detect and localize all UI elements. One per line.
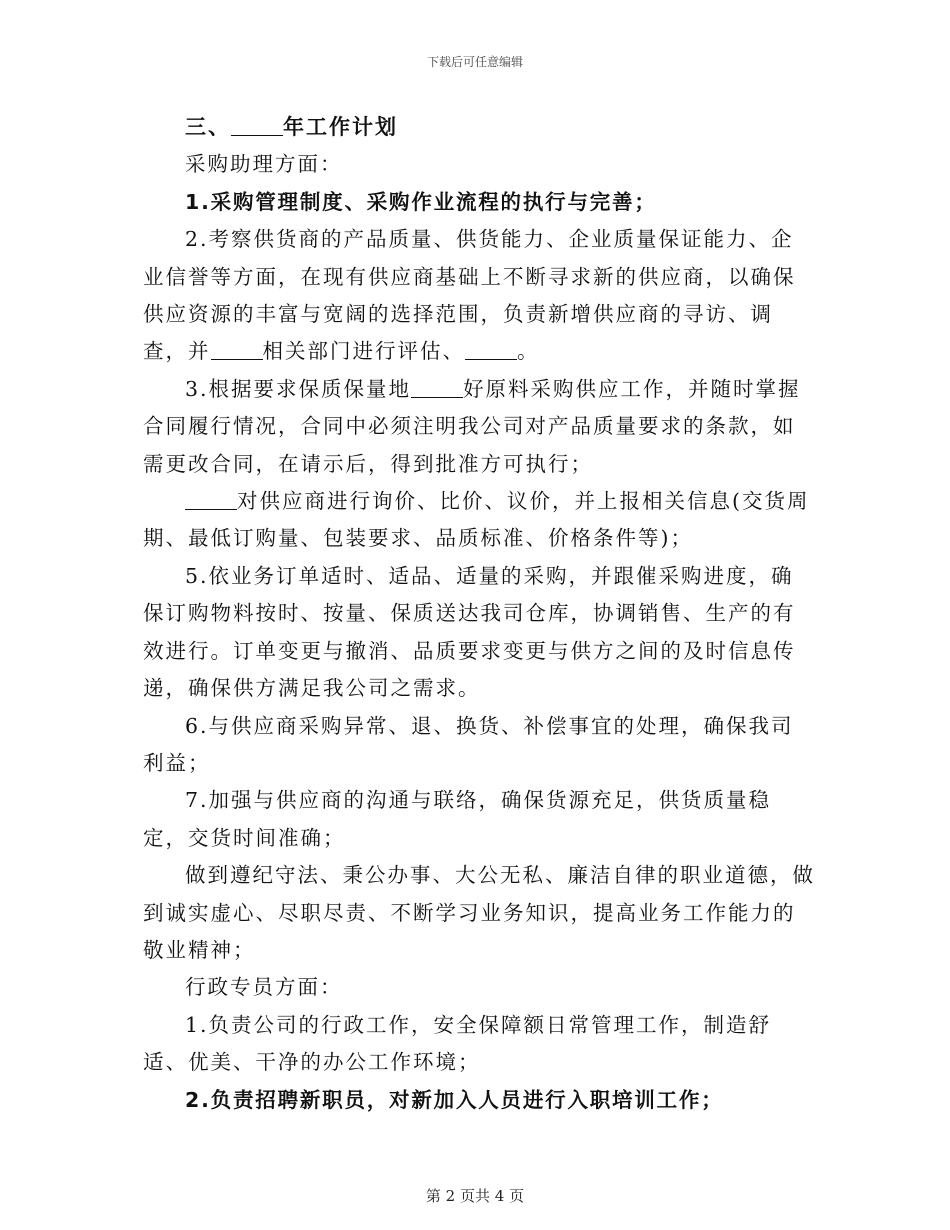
heading-prefix: 三、: [185, 115, 231, 139]
blank-underline: [465, 339, 517, 361]
admin-label: 行政专员方面：: [185, 975, 343, 1000]
item3-part-b: 好原料采购供应工作，并随时掌握合同履行情况，合同中必须注明我公司对产品质量要求的条款，如需更改合同，在请示后，得到批准方可执行；: [143, 376, 801, 476]
procurement-item-2: [143, 221, 815, 371]
procurement-label: 采购助理方面：: [185, 152, 343, 177]
blank-underline: [411, 376, 463, 398]
procurement-item-6: 6.与供应商采购异常、退、换货、补偿事宜的处理，确保我司利益；: [143, 713, 794, 775]
blank-underline: [211, 339, 263, 361]
item2-part-b: 相关部门进行评估、: [262, 339, 465, 364]
item2-part-c: 。: [517, 339, 540, 364]
blank-underline: [185, 489, 237, 511]
procurement-item-8: 做到遵纪守法、秉公办事、大公无私、廉洁自律的职业道德，做到诚实虚心、尽职尽责、不断学习业务知识，提高业务工作能力的敬业精神；: [143, 863, 815, 962]
page-header: 下载后可任意编辑: [426, 55, 523, 69]
procurement-item-3: [143, 371, 815, 483]
item3-part-a: 3.根据要求保质保量地: [185, 376, 412, 401]
admin-item-2: 2.负责招聘新职员，对新加入人员进行入职培训工作；: [185, 1087, 724, 1112]
procurement-item-7: 7.加强与供应商的沟通与联络，确保货源充足，供货质量稳定，交货时间准确；: [143, 788, 772, 850]
admin-item-1: 1.负责公司的行政工作，安全保障额日常管理工作，制造舒适、优美、干净的办公工作环境；: [143, 1012, 772, 1075]
document-body: [143, 109, 815, 1119]
heading-suffix: 年工作计划: [283, 115, 398, 139]
procurement-item-4: [143, 483, 815, 558]
blank-underline: [231, 114, 283, 136]
page-footer: 第 2 页共 4 页: [425, 1187, 525, 1205]
section-heading: [143, 109, 815, 146]
procurement-item-5: 5.依业务订单适时、适品、适量的采购，并跟催采购进度，确保订购物料按时、按量、保质送达我司仓库，协调销售、生产的有效进行。订单变更与撤消、品质要求变更与供方之间的及时信息传递，确保供方满足我公司之需求。: [143, 563, 796, 701]
item4-text: 对供应商进行询价、比价、议价，并上报相关信息(交货周期、最低订购量、包装要求、品质标准、价格条件等)；: [143, 489, 810, 551]
procurement-item-1: 1.采购管理制度、采购作业流程的执行与完善；: [185, 189, 657, 214]
item2-part-a: 2.考察供货商的产品质量、供货能力、企业质量保证能力、企业信誉等方面，在现有供应商基础上不断寻求新的供应商，以确保供应资源的丰富与宽阔的选择范围，负责新增供应商的寻访、调查，并: [143, 227, 796, 364]
